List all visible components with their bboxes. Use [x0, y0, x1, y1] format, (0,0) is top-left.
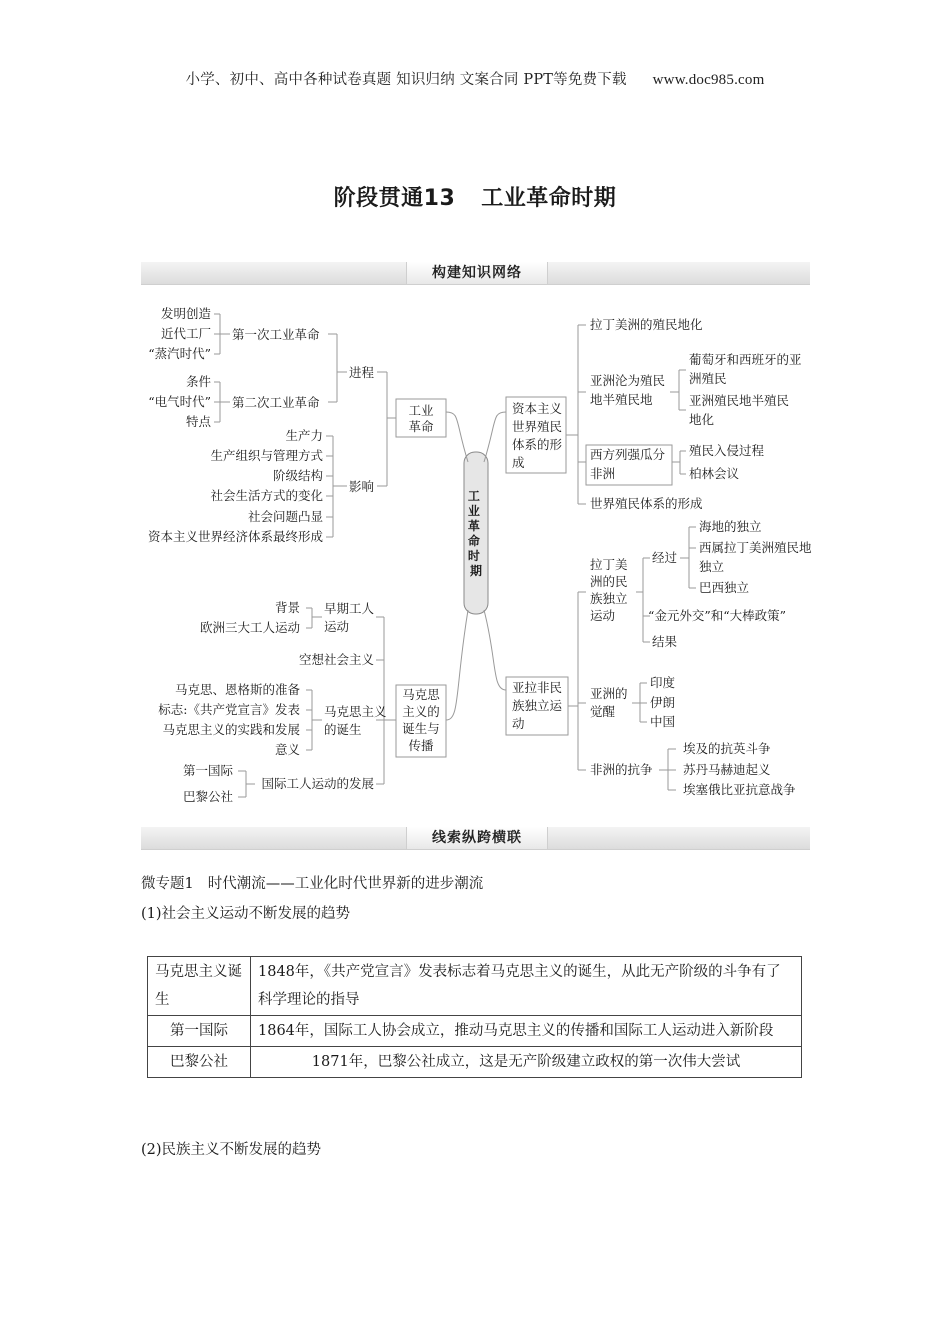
asia-item: 葡萄牙和西班牙的亚洲殖民 — [689, 352, 802, 386]
marx-item: 意义 — [274, 742, 300, 757]
center-char: 革 — [467, 519, 480, 533]
early-item: 欧洲三大工人运动 — [199, 620, 300, 635]
node-second-revolution: 第二次工业革命 — [232, 395, 320, 410]
process-item: 巴西独立 — [699, 580, 750, 595]
node-africa-partition: 西方列强瓜分非洲 — [590, 447, 666, 481]
header-text: 小学、初中、高中各种试卷真题 知识归纳 文案合同 PPT等免费下载 — [185, 72, 627, 88]
table-cell-desc: 1848年，《共产党宣言》发表标志着马克思主义的诞生，从此无产阶级的斗争有了科学理论的指导 — [251, 957, 802, 1016]
influence-item: 生产组织与管理方式 — [210, 448, 323, 463]
first-item: 发明创造 — [160, 306, 211, 321]
influence-item: 社会问题凸显 — [247, 509, 323, 524]
node-system-formed: 世界殖民体系的形成 — [590, 496, 703, 511]
section-label-links: 线索纵跨横联 — [406, 827, 548, 849]
second-item: 条件 — [185, 374, 211, 389]
asia-awakening-item: 中国 — [650, 714, 676, 729]
africa-struggle-item: 埃塞俄比亚抗意战争 — [683, 782, 796, 797]
influence-item: 社会生活方式的变化 — [210, 488, 323, 503]
africa-partition-item: 殖民入侵过程 — [689, 443, 765, 458]
second-item: “电气时代” — [148, 394, 211, 409]
topic-label: 微专题1 — [141, 876, 194, 892]
topic-heading — [141, 872, 483, 893]
node-influence: 影响 — [349, 479, 375, 494]
node-process: 进程 — [349, 365, 375, 380]
table-cell-term: 马克思主义诞生 — [148, 957, 251, 1016]
node-industrial-revolution-label: 工业革命 — [408, 403, 434, 434]
node-latin-colonized: 拉丁美洲的殖民地化 — [590, 317, 703, 332]
center-char: 工 — [467, 489, 480, 503]
mindmap-center-text — [468, 489, 484, 578]
africa-struggle-item: 苏丹马赫迪起义 — [683, 762, 771, 777]
asia-item: 亚洲殖民地半殖民地化 — [689, 393, 790, 427]
connector — [484, 412, 506, 462]
node-latin-independence: 拉丁美洲的民族独立运动 — [590, 557, 628, 623]
node-colonial-system-label: 资本主义世界殖民体系的形成 — [512, 401, 563, 470]
table-cell-desc: 1864年，国际工人协会成立，推动马克思主义的传播和国际工人运动进入新阶段 — [251, 1016, 802, 1047]
node-asia-awakening: 亚洲的觉醒 — [590, 686, 628, 719]
connector — [446, 412, 468, 462]
table-row — [148, 957, 802, 1016]
node-asia-colonized: 亚洲沦为殖民地半殖民地 — [590, 373, 666, 407]
node-national-movements-label: 亚拉非民族独立运动 — [512, 680, 563, 731]
center-char: 期 — [469, 564, 483, 578]
node-us-policy: “金元外交”和“大棒政策” — [648, 608, 787, 623]
first-item: 近代工厂 — [160, 326, 211, 341]
title-part2: 工业革命时期 — [481, 186, 617, 211]
node-utopian: 空想社会主义 — [298, 652, 374, 667]
section-label-network: 构建知识网络 — [406, 262, 548, 284]
africa-partition-item: 柏林会议 — [689, 466, 740, 481]
socialism-table — [147, 956, 802, 1078]
header-url[interactable]: www.doc985.com — [652, 72, 765, 88]
table-cell-term: 巴黎公社 — [148, 1047, 251, 1078]
marx-item: 标志:《共产党宣言》发表 — [158, 702, 300, 717]
asia-awakening-item: 印度 — [650, 675, 676, 690]
section-bar-links — [141, 827, 810, 850]
table-cell-term: 第一国际 — [148, 1016, 251, 1047]
second-item: 特点 — [185, 414, 211, 429]
connector — [484, 610, 506, 690]
influence-item: 资本主义世界经济体系最终形成 — [147, 529, 323, 544]
node-intl-movement: 国际工人运动的发展 — [261, 776, 374, 791]
topic-title: 时代潮流——工业化时代世界新的进步潮流 — [207, 876, 484, 892]
center-char: 时 — [467, 549, 480, 563]
marx-item: 马克思、恩格斯的准备 — [174, 682, 300, 697]
node-marxism-label: 马克思主义的诞生与传播 — [402, 687, 440, 753]
influence-item: 阶级结构 — [272, 468, 323, 483]
topic-point-2: (2)民族主义不断发展的趋势 — [141, 1142, 322, 1158]
intl-item: 第一国际 — [182, 763, 233, 778]
node-result: 结果 — [652, 634, 678, 649]
node-marx-birth: 马克思主义的诞生 — [324, 704, 387, 737]
table-cell-desc: 1871年，巴黎公社成立，这是无产阶级建立政权的第一次伟大尝试 — [251, 1047, 802, 1078]
center-char: 命 — [467, 534, 480, 548]
marx-item: 马克思主义的实践和发展 — [162, 722, 300, 737]
title-part1: 阶段贯通13 — [333, 186, 456, 211]
influence-item: 生产力 — [285, 428, 323, 443]
table-row — [148, 1047, 802, 1078]
node-first-revolution: 第一次工业革命 — [232, 327, 320, 342]
early-item: 背景 — [274, 600, 300, 615]
process-item: 海地的独立 — [699, 519, 762, 534]
node-africa-struggle: 非洲的抗争 — [590, 762, 653, 777]
table-row — [148, 1016, 802, 1047]
asia-awakening-item: 伊朗 — [650, 695, 676, 710]
center-char: 业 — [467, 504, 480, 518]
node-early-workers: 早期工人运动 — [324, 601, 375, 634]
process-item: 西属拉丁美洲殖民地独立 — [699, 540, 812, 574]
mindmap-center-node — [464, 452, 488, 614]
node-process-latin: 经过 — [652, 550, 678, 565]
connector — [446, 610, 468, 720]
topic-point-1: (1)社会主义运动不断发展的趋势 — [141, 906, 351, 922]
africa-struggle-item: 埃及的抗英斗争 — [683, 741, 771, 756]
first-item: “蒸汽时代” — [148, 346, 211, 361]
intl-item: 巴黎公社 — [182, 789, 233, 804]
